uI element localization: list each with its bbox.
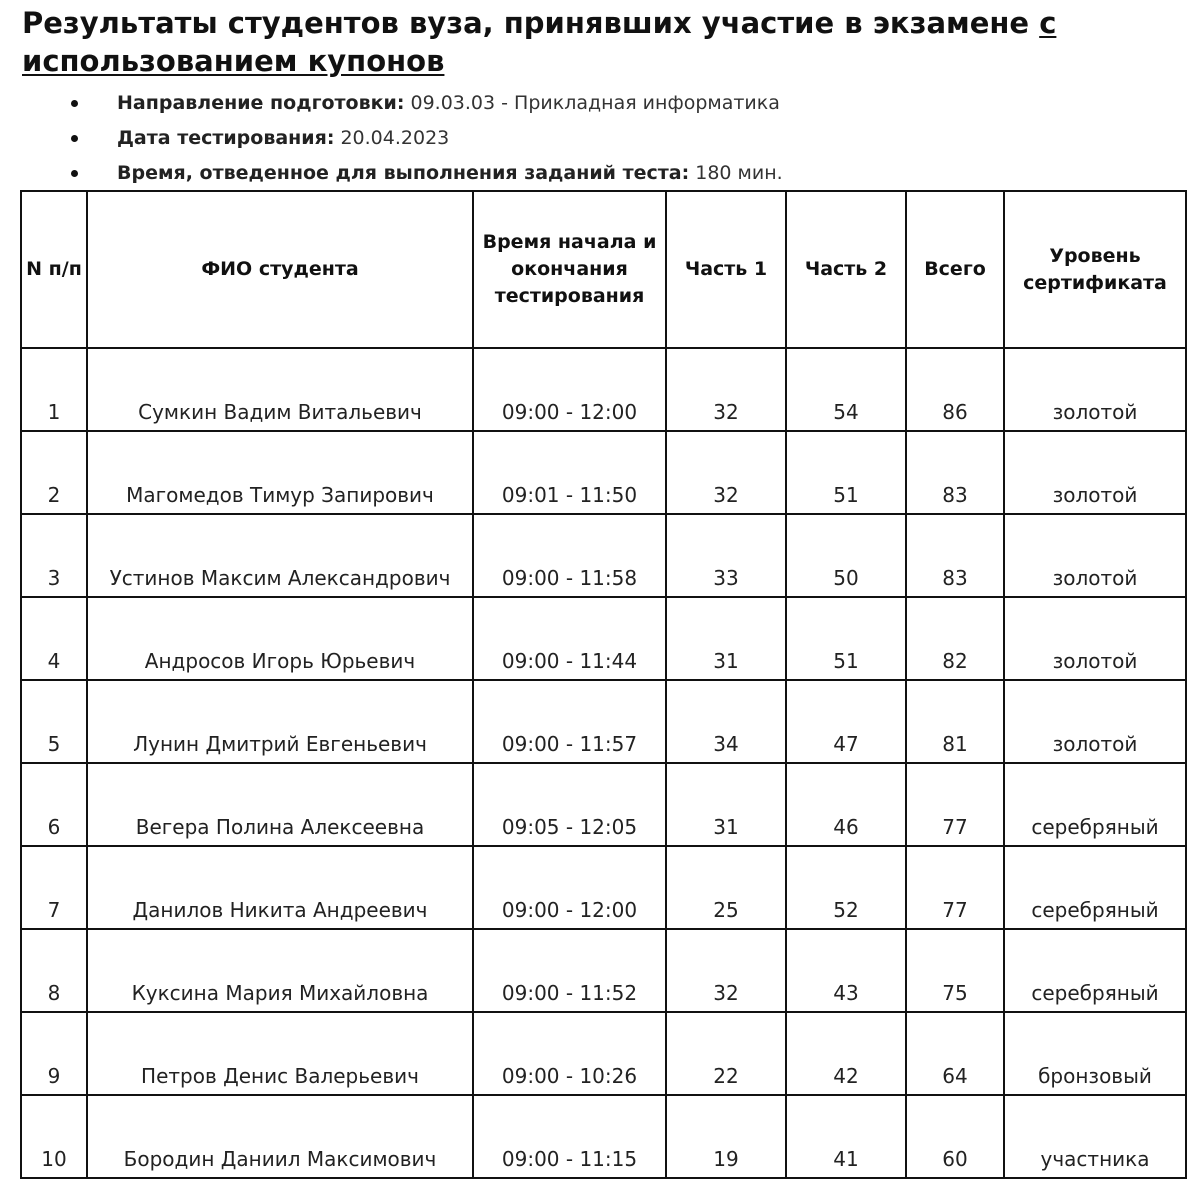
cell-part2: 52 (786, 846, 906, 929)
cell-level: золотой (1004, 597, 1186, 680)
cell-name: Магомедов Тимур Запирович (87, 431, 473, 514)
info-label: Время, отведенное для выполнения заданий теста: (117, 162, 690, 184)
cell-level: серебряный (1004, 763, 1186, 846)
cell-part1: 34 (666, 680, 786, 763)
info-item-direction (22, 86, 1172, 121)
cell-part2: 50 (786, 514, 906, 597)
title-main: Результаты студентов вуза, принявших участие в экзамене (22, 6, 1040, 40)
cell-time: 09:00 - 10:26 (473, 1012, 666, 1095)
cell-time: 09:00 - 12:00 (473, 348, 666, 431)
cell-part2: 41 (786, 1095, 906, 1178)
table-row (21, 1095, 1186, 1178)
results-table (20, 190, 1187, 1179)
table-row (21, 431, 1186, 514)
cell-num: 3 (21, 514, 87, 597)
cell-total: 77 (906, 846, 1004, 929)
header-total: Всего (906, 191, 1004, 348)
cell-name: Петров Денис Валерьевич (87, 1012, 473, 1095)
cell-time: 09:00 - 11:52 (473, 929, 666, 1012)
cell-part1: 31 (666, 597, 786, 680)
cell-part2: 51 (786, 597, 906, 680)
header-part1: Часть 1 (666, 191, 786, 348)
cell-total: 77 (906, 763, 1004, 846)
page-title (22, 4, 1182, 80)
cell-num: 8 (21, 929, 87, 1012)
cell-part1: 32 (666, 929, 786, 1012)
cell-num: 1 (21, 348, 87, 431)
info-value: 180 мин. (695, 162, 783, 184)
cell-part1: 32 (666, 348, 786, 431)
cell-total: 82 (906, 597, 1004, 680)
cell-name: Лунин Дмитрий Евгеньевич (87, 680, 473, 763)
cell-part2: 51 (786, 431, 906, 514)
cell-num: 7 (21, 846, 87, 929)
cell-part1: 25 (666, 846, 786, 929)
cell-part1: 19 (666, 1095, 786, 1178)
info-list (22, 86, 1172, 191)
cell-total: 83 (906, 431, 1004, 514)
cell-part2: 54 (786, 348, 906, 431)
cell-part1: 31 (666, 763, 786, 846)
header-level: Уровень сертификата (1004, 191, 1186, 348)
cell-part2: 46 (786, 763, 906, 846)
cell-num: 6 (21, 763, 87, 846)
table-row (21, 514, 1186, 597)
cell-level: серебряный (1004, 929, 1186, 1012)
info-item-duration (22, 156, 1172, 191)
cell-total: 60 (906, 1095, 1004, 1178)
cell-part1: 22 (666, 1012, 786, 1095)
cell-name: Данилов Никита Андреевич (87, 846, 473, 929)
cell-name: Сумкин Вадим Витальевич (87, 348, 473, 431)
cell-num: 2 (21, 431, 87, 514)
cell-level: серебряный (1004, 846, 1186, 929)
cell-name: Бородин Даниил Максимович (87, 1095, 473, 1178)
cell-total: 64 (906, 1012, 1004, 1095)
table-row (21, 680, 1186, 763)
cell-name: Вегера Полина Алексеевна (87, 763, 473, 846)
cell-part1: 33 (666, 514, 786, 597)
cell-part2: 47 (786, 680, 906, 763)
cell-time: 09:00 - 12:00 (473, 846, 666, 929)
cell-part2: 43 (786, 929, 906, 1012)
cell-name: Андросов Игорь Юрьевич (87, 597, 473, 680)
cell-num: 9 (21, 1012, 87, 1095)
table-row (21, 1012, 1186, 1095)
table-row (21, 597, 1186, 680)
cell-num: 5 (21, 680, 87, 763)
header-time: Время начала и окончания тестирования (473, 191, 666, 348)
cell-time: 09:01 - 11:50 (473, 431, 666, 514)
cell-time: 09:00 - 11:44 (473, 597, 666, 680)
title-underlined: с использованием купонов (22, 6, 1057, 78)
bullet-icon (71, 135, 78, 142)
table-header-row (21, 191, 1186, 348)
cell-level: участника (1004, 1095, 1186, 1178)
results-body (21, 348, 1186, 1178)
table-row (21, 929, 1186, 1012)
cell-time: 09:00 - 11:15 (473, 1095, 666, 1178)
cell-total: 81 (906, 680, 1004, 763)
table-row (21, 763, 1186, 846)
cell-level: золотой (1004, 514, 1186, 597)
cell-time: 09:00 - 11:57 (473, 680, 666, 763)
cell-name: Куксина Мария Михайловна (87, 929, 473, 1012)
cell-level: бронзовый (1004, 1012, 1186, 1095)
cell-part1: 32 (666, 431, 786, 514)
cell-total: 75 (906, 929, 1004, 1012)
cell-time: 09:00 - 11:58 (473, 514, 666, 597)
cell-name: Устинов Максим Александрович (87, 514, 473, 597)
header-name: ФИО студента (87, 191, 473, 348)
cell-total: 86 (906, 348, 1004, 431)
info-label: Дата тестирования: (117, 127, 335, 149)
cell-num: 10 (21, 1095, 87, 1178)
cell-time: 09:05 - 12:05 (473, 763, 666, 846)
table-row (21, 846, 1186, 929)
cell-level: золотой (1004, 680, 1186, 763)
header-num: N п/п (21, 191, 87, 348)
info-item-date (22, 121, 1172, 156)
bullet-icon (71, 100, 78, 107)
info-value: 20.04.2023 (340, 127, 450, 149)
header-part2: Часть 2 (786, 191, 906, 348)
info-value: 09.03.03 - Прикладная информатика (410, 92, 780, 114)
cell-num: 4 (21, 597, 87, 680)
cell-part2: 42 (786, 1012, 906, 1095)
bullet-icon (71, 170, 78, 177)
cell-total: 83 (906, 514, 1004, 597)
cell-level: золотой (1004, 348, 1186, 431)
info-label: Направление подготовки: (117, 92, 405, 114)
table-row (21, 348, 1186, 431)
cell-level: золотой (1004, 431, 1186, 514)
